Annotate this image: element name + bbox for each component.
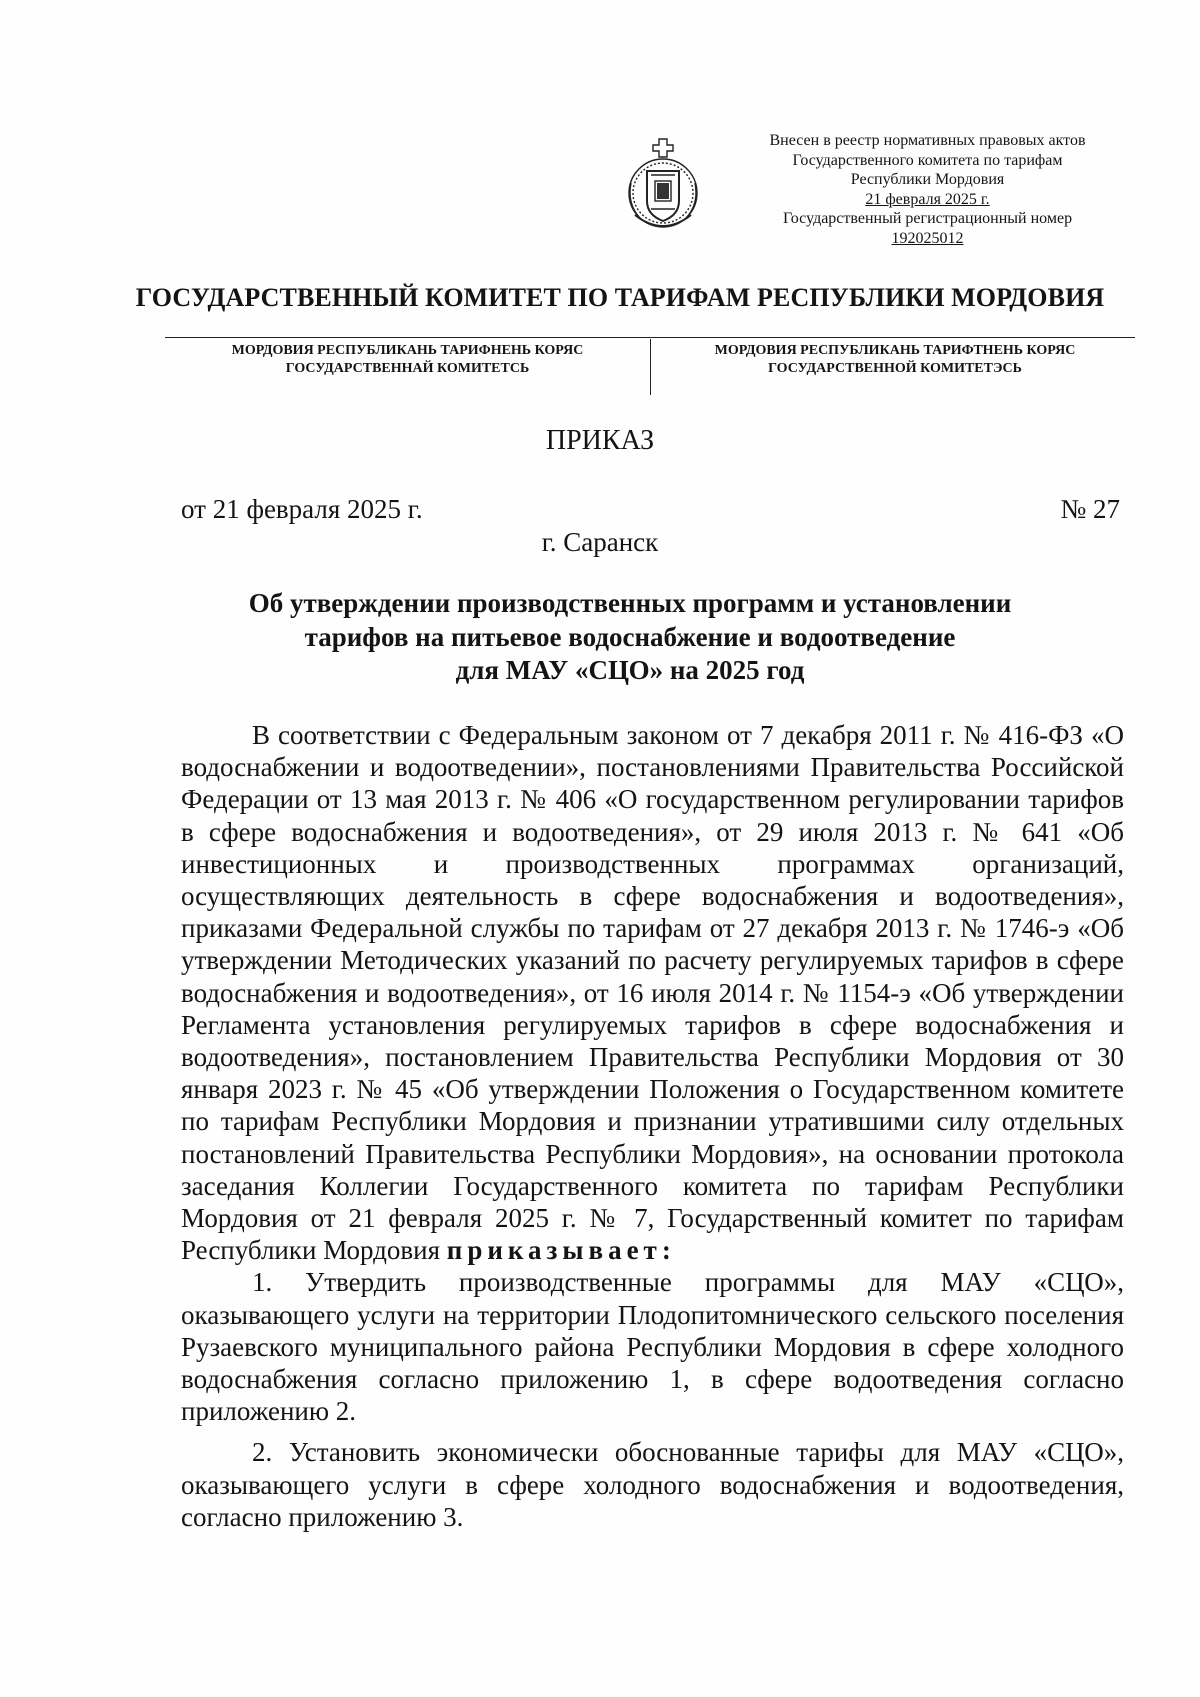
stamp-line-5: Государственный регистрационный номер [782,210,1073,228]
orders-word: приказывает: [446,1235,676,1266]
order-city: г. Саранск [541,527,659,557]
stamp-date: 21 февраля 2025 г. [865,190,990,208]
header-column-divider [650,339,651,395]
organization-title-erzya [655,342,1135,377]
moksha-line-2: ГОСУДАРСТВЕННАЙ КОМИТЕТСЬ [285,360,530,376]
registry-stamp [730,131,1125,249]
order-date: от 21 февраля 2025 г. [181,494,423,524]
heading-line-2: тарифов на питьевое водоснабжение и водоотведение [304,621,956,652]
heading-line-3: для МАУ «СЦО» на 2025 год [455,655,805,685]
stamp-line-2: Государственного комитета по тарифам [792,151,1063,169]
organization-title: ГОСУДАРСТВЕННЫЙ КОМИТЕТ ПО ТАРИФАМ РЕСПУБЛИКИ МОРДОВИЯ [135,283,1105,312]
heading-line-1: Об утверждении производственных программ и установлении [248,588,1012,618]
item-1: 1. Утвердить производственные программы для МАУ «СЦО», оказывающего услуги на территории Плодопитомнического сельского поселения Рузаевского муниципального района Республики Мордовия в сфере холодного водоснабжения согласно приложению 1, в сфере водоотведения согласно приложению 2. [181,1267,1124,1427]
stamp-line-3: Республики Мордовия [850,171,1005,189]
moksha-line-1: МОРДОВИЯ РЕСПУБЛИКАНЬ ТАРИФНЕНЬ КОРЯС [231,343,584,358]
coat-of-arms-icon [623,135,703,235]
header-divider [165,337,1135,338]
erzya-line-2: ГОСУДАРСТВЕННОЙ КОМИТЕТЭСЬ [768,360,1022,376]
organization-title-moksha [165,342,650,377]
order-heading [200,587,1060,688]
order-number: № 27 [1060,494,1120,524]
stamp-line-1: Внесен в реестр нормативных правовых актов [769,132,1086,149]
stamp-reg-number: 192025012 [891,229,964,247]
preamble-text: В соответствии с Федеральным законом от 7 декабря 2011 г. № 416-ФЗ «О водоснабжении и водоотведении», постановлениями Правительства Российской Федерации от 13 мая 2013 г. № 406 «О государственном регулировании тарифов в сфере водоснабжения и водоотведения», от 29 июля 2013 г. № 641 «Об инвестиционных и производственных программах организаций, осуществляющих деятельность в сфере водоснабжения и водоотведения», приказами Федеральной службы по тарифам от 27 декабря 2013 г. № 1746-э «Об утверждении Методических указаний по расчету регулируемых тарифов в сфере водоснабжения и водоотведения», от 16 июля 2014 г. № 1154-э «Об утверждении Регламента установления регулируемых тарифов в сфере водоснабжения и водоотведения», постановлением Правительства Республики Мордовия от 30 января 2023 г. № 45 «Об утверждении Положения о Государственном комитете по тарифам Республики Мордовия и признании утратившими силу отдельных постановлений Правительства Республики Мордовия», на основании протокола заседания Коллегии Государственного комитета по тарифам Республики Мордовия от 21 февраля 2025 г. № 7, Государственный комитет по тарифам Республики Мордовия [181,720,1124,1266]
item-2: 2. Установить экономически обоснованные тарифы для МАУ «СЦО», оказывающего услуги в сфере холодного водоснабжения и водоотведения, согласно приложению 3. [181,1437,1124,1532]
order-body [181,719,1124,1533]
preamble-paragraph [181,719,1124,1266]
document-type: ПРИКАЗ [545,425,655,456]
erzya-line-1: МОРДОВИЯ РЕСПУБЛИКАНЬ ТАРИФТНЕНЬ КОРЯС [714,343,1076,358]
